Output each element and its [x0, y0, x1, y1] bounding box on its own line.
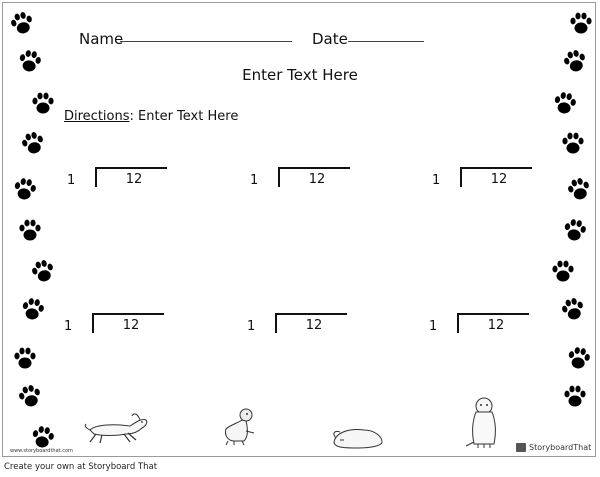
directions-text: Enter Text Here: [138, 109, 239, 124]
paw-print-icon: [20, 130, 46, 156]
problem-1-divisor: 1: [67, 173, 76, 188]
date-line[interactable]: [348, 41, 424, 42]
directions[interactable]: [64, 109, 238, 124]
paw-print-icon: [568, 10, 594, 36]
problem-4-divisor: 1: [64, 319, 73, 334]
paw-print-icon: [562, 217, 588, 243]
problem-4-dividend: 12: [122, 318, 140, 333]
footer-link[interactable]: Create your own at Storyboard That: [4, 462, 158, 472]
name-label: Name: [79, 30, 124, 48]
problem-2-divisor: 1: [250, 173, 259, 188]
paw-print-icon: [30, 258, 56, 284]
problem-3-dividend: 12: [490, 172, 508, 187]
logo-mark-icon: [516, 443, 526, 452]
directions-colon: :: [129, 109, 139, 124]
paw-print-icon: [562, 48, 588, 74]
name-line[interactable]: [120, 41, 292, 42]
worksheet-title[interactable]: Enter Text Here: [242, 66, 358, 84]
paw-print-icon: [12, 176, 38, 202]
sitting-retriever-illustration: [462, 396, 502, 450]
paw-print-icon: [552, 90, 578, 116]
watermark-url: www.storyboardthat.com: [10, 448, 73, 454]
paw-print-icon: [562, 383, 588, 409]
paw-print-icon: [17, 217, 43, 243]
paw-print-icon: [12, 345, 38, 371]
paw-print-icon: [20, 296, 46, 322]
problem-5-dividend: 12: [305, 318, 323, 333]
sleeping-dog-illustration: [330, 420, 386, 450]
paw-print-icon: [566, 345, 592, 371]
paw-print-icon: [9, 10, 35, 36]
logo-text: StoryboardThat: [529, 443, 592, 452]
paw-print-icon: [560, 296, 586, 322]
dachshund-illustration: [82, 410, 154, 446]
problem-3-divisor: 1: [432, 173, 441, 188]
paw-print-icon: [17, 383, 43, 409]
pug-illustration: [218, 407, 262, 447]
problem-1-dividend: 12: [125, 172, 143, 187]
date-label: Date: [312, 30, 348, 48]
paw-print-icon: [566, 176, 592, 202]
paw-print-icon: [30, 424, 56, 450]
paw-print-icon: [550, 258, 576, 284]
paw-print-icon: [560, 130, 586, 156]
problem-6-divisor: 1: [429, 319, 438, 334]
paw-print-icon: [30, 90, 56, 116]
problem-2-dividend: 12: [308, 172, 326, 187]
problem-6-dividend: 12: [487, 318, 505, 333]
paw-print-icon: [17, 48, 43, 74]
problem-5-divisor: 1: [247, 319, 256, 334]
storyboardthat-logo: [516, 443, 591, 452]
directions-label: Directions: [64, 109, 130, 124]
